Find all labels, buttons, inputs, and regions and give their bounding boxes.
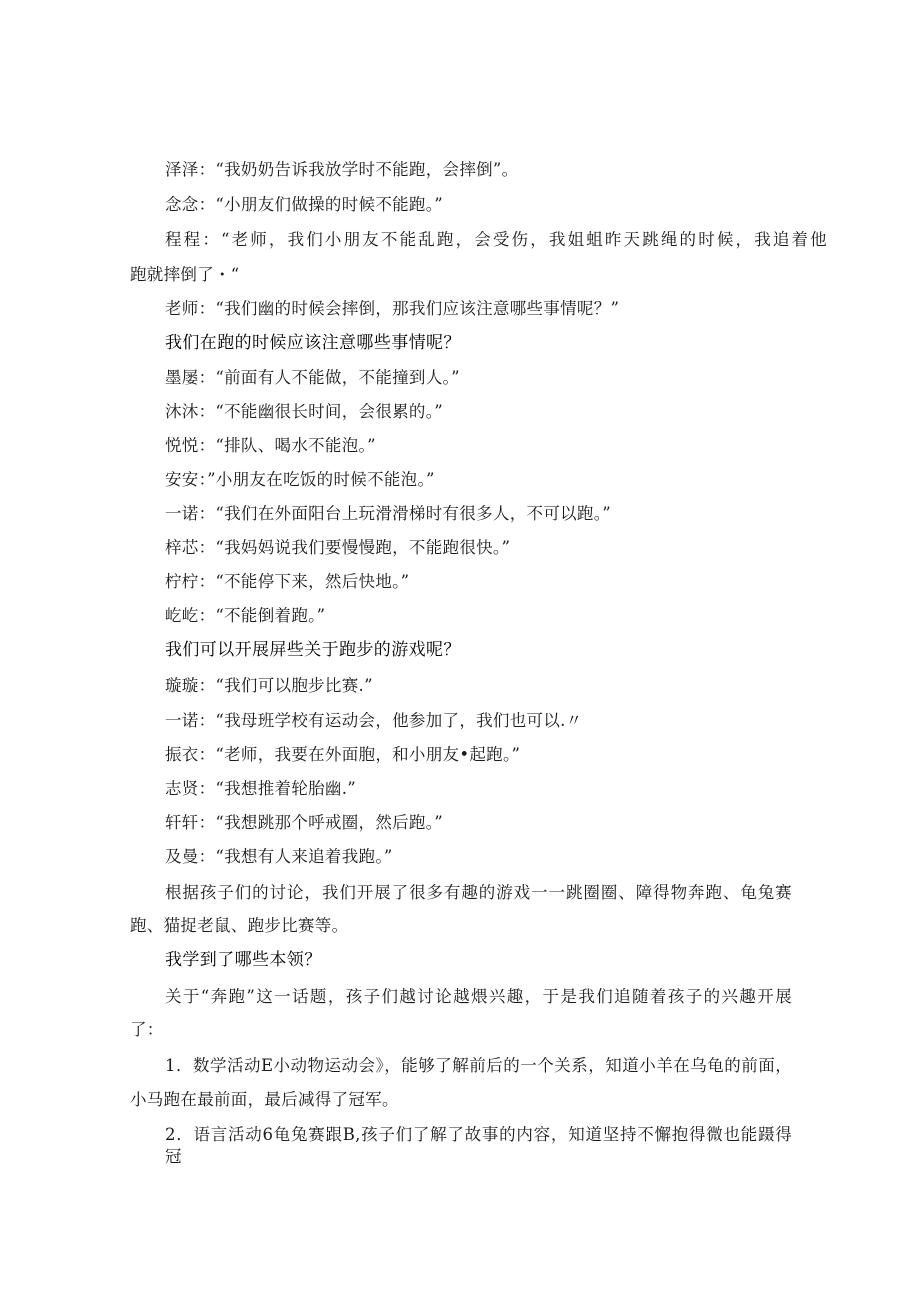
numbered-item-line: 1．数学活动E小动物运动会》，能够了解前后的一个关系，知道小羊在乌龟的前面， xyxy=(165,1056,792,1075)
dialogue-line: 程程：“老师，我们小朋友不能乱跑，会受伤，我姐蛆昨天跳绳的时候，我追着他 xyxy=(165,230,827,249)
summary-paragraph-line: 根据孩子们的讨论，我们开展了很多有趣的游戏一一跳圈圈、障得物奔跑、龟兔赛 xyxy=(165,883,792,902)
intro-paragraph-line: 了： xyxy=(130,1020,164,1039)
dialogue-line: 柠柠：“不能停下来，然后快地。” xyxy=(165,572,410,591)
dialogue-line: 志贤：“我想推着轮胎幽.” xyxy=(165,779,357,798)
dialogue-line: 一诺：“我母班学校有运动会，他参加了，我们也可以.〃 xyxy=(165,711,583,730)
numbered-item-line: 2．语言活动6龟兔赛跟B,孩子们了解了故事的内容，知道坚持不懈抱得微也能蹑得冠 xyxy=(165,1125,792,1166)
dialogue-line: 轩轩：“我想跳那个呼戒圈，然后跑。” xyxy=(165,813,444,832)
dialogue-line: 屹屹：“不能倒着跑。” xyxy=(165,606,326,625)
dialogue-line: 念念：“小朋友们做操的时候不能跑。” xyxy=(165,195,444,214)
dialogue-line: 老师：“我们幽的时候会摔倒，那我们应该注意哪些事情呢？” xyxy=(165,299,620,318)
summary-paragraph-line: 跑、猫捉老鼠、跑步比赛等。 xyxy=(130,916,349,935)
dialogue-line: 璇璇：“我们可以胞步比赛.” xyxy=(165,676,373,695)
dialogue-line: 振衣：“老师，我要在外面胞，和小朋友•起跑。” xyxy=(165,745,521,764)
dialogue-line: 梓芯：“我妈妈说我们要慢慢跑，不能跑很快。” xyxy=(165,538,511,557)
section-heading: 我们可以开展屏些关于跑步的游戏呢？ xyxy=(165,640,461,660)
dialogue-line: 泽泽：“我奶奶告诉我放学时不能跑，会摔倒”。 xyxy=(165,160,519,179)
dialogue-line: 悦悦：“排队、喝水不能泡。” xyxy=(165,436,376,455)
dialogue-line: 墨屡：“前面有人不能做，不能撞到人。” xyxy=(165,368,460,387)
intro-paragraph-line: 关于“奔跑”这一话题，孩子们越讨论越煨兴趣，于是我们追随着孩子的兴趣开展 xyxy=(165,987,792,1006)
dialogue-line: 及曼：“我想有人来追着我跑。” xyxy=(165,847,393,866)
section-heading: 我学到了哪些本领？ xyxy=(165,950,322,970)
dialogue-line: 一诺：“我们在外面阳台上玩滑滑梯时有很多人，不可以跑。” xyxy=(165,504,612,523)
numbered-item-line: 小马跑在最前面，最后减得了冠军。 xyxy=(130,1090,399,1109)
dialogue-line: 安安：”小朋友在吃饭的时候不能泡。” xyxy=(165,470,435,489)
dialogue-line-continuation: 跑就摔倒了・“ xyxy=(130,265,240,284)
dialogue-line: 沐沐：“不能幽很长时间，会很累的。” xyxy=(165,402,444,421)
section-heading: 我们在跑的时候应该注意哪些事情呢？ xyxy=(165,333,461,353)
